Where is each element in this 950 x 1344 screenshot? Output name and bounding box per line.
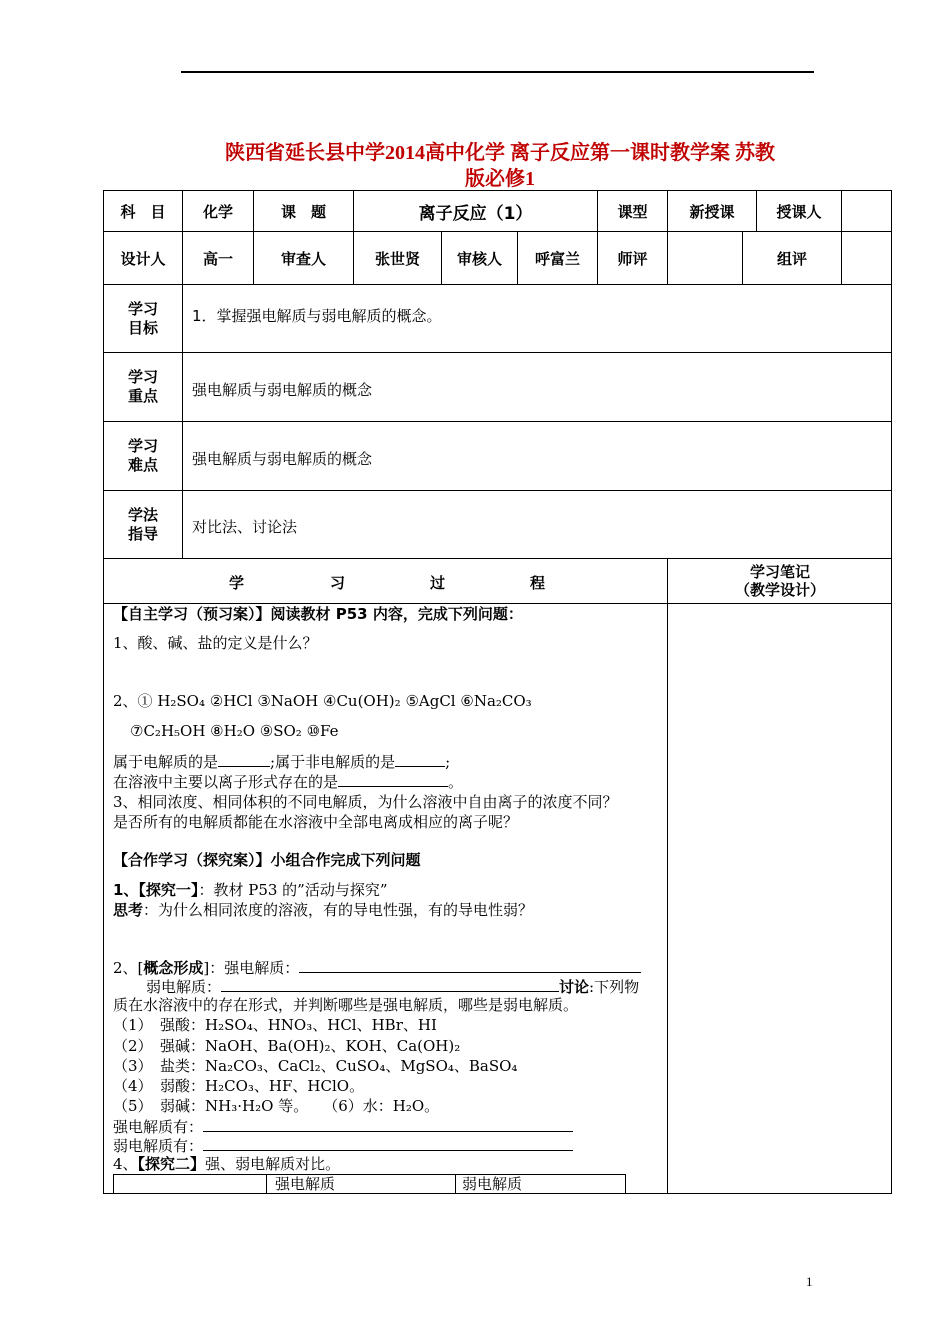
row-divider — [103, 603, 892, 604]
teacher-label: 授课人 — [776, 202, 822, 221]
objective-label — [104, 285, 182, 352]
answer-blank[interactable] — [338, 772, 448, 787]
q2-compounds: ① H₂SO₄ ②HCl ③NaOH ④Cu(OH)₂ ⑤AgCl ⑥Na₂CO₃ — [137, 692, 532, 710]
lesson-type-label: 课型 — [617, 202, 648, 221]
explore-2-text: 强、弱电解质对比。 — [205, 1155, 341, 1173]
row-divider — [103, 558, 892, 559]
discuss-label: 讨论 — [559, 978, 590, 996]
key-point-label — [104, 353, 182, 421]
teacher-eval-value — [668, 232, 742, 284]
method-text: 对比法、讨论法 — [192, 518, 298, 536]
answer-blank[interactable] — [299, 958, 641, 973]
question-2-items — [113, 692, 532, 711]
q2-electrolyte-prompt: 属于电解质的是 — [113, 753, 219, 771]
checker-value: 呼富兰 — [534, 249, 580, 268]
col-divider — [455, 1174, 456, 1194]
header-rule — [181, 71, 814, 73]
teacher-value — [842, 191, 892, 231]
process-header-char: 程 — [530, 574, 546, 592]
teacher-eval-label: 师评 — [617, 249, 648, 268]
col-divider — [667, 558, 668, 1194]
comparison-strong-header: 强电解质 — [275, 1175, 336, 1193]
answer-blank[interactable] — [203, 1117, 573, 1132]
answer-blank[interactable] — [395, 752, 445, 767]
row-divider — [103, 490, 892, 491]
self-study-heading: 【自主学习（预习案）】阅读教材 P53 内容，完成下列问题： — [113, 605, 523, 623]
strong-electrolytes-answer — [113, 1117, 573, 1137]
page-number: 1 — [806, 1274, 813, 1289]
answer-blank[interactable] — [203, 1136, 573, 1151]
reviewer-value: 张世贤 — [374, 249, 420, 268]
question-2-items-2: ⑦C₂H₅OH ⑧H₂O ⑨SO₂ ⑩Fe — [130, 722, 339, 740]
concept-text: ]：强电解质： — [203, 959, 300, 977]
coop-heading: 【合作学习（探究案）】小组合作完成下列问题 — [113, 851, 421, 869]
answer-blank[interactable] — [218, 752, 270, 767]
topic-label: 课 题 — [280, 202, 326, 221]
think-label: 思考 — [113, 901, 144, 919]
row-divider — [103, 284, 892, 285]
label-line: 重点 — [127, 387, 158, 405]
subject-value: 化学 — [202, 202, 233, 221]
concept-strong — [113, 958, 641, 978]
label-line: 难点 — [127, 456, 158, 474]
process-header-char: 学 — [229, 574, 245, 592]
topic-value: 离子反应（1） — [418, 203, 533, 224]
q2-end: 。 — [448, 773, 464, 791]
difficulty-label — [104, 422, 182, 490]
item-weak-acids: （4） 弱酸：H₂CO₃、HF、HClO。 — [113, 1077, 365, 1095]
objective-text: 1．掌握强电解质与弱电解质的概念。 — [192, 307, 442, 325]
q2-nonelectrolyte-prompt: ;属于非电解质的是 — [270, 753, 396, 771]
method-label — [104, 491, 182, 558]
label-line: 学法 — [127, 505, 158, 524]
col-divider — [266, 1174, 267, 1194]
title-line-1: 陕西省延长县中学2014高中化学 离子反应第一课时教学案 苏教 — [225, 142, 775, 164]
strong-have-label: 强电解质有： — [113, 1118, 204, 1136]
explore-1 — [113, 881, 388, 900]
weak-electrolytes-answer — [113, 1136, 573, 1156]
concept-weak — [146, 977, 639, 997]
title-line-2: 版必修1 — [465, 168, 535, 190]
question-1: 1、酸、碱、盐的定义是什么？ — [113, 634, 318, 652]
weak-label: 弱电解质： — [146, 978, 222, 996]
q2-prefix: 2、 — [113, 692, 138, 710]
explore-2-prefix: 4、 — [113, 1155, 138, 1173]
difficulty-text: 强电解质与弱电解质的概念 — [192, 450, 373, 468]
discuss-text: :下列物 — [589, 978, 640, 996]
comparison-weak-header: 弱电解质 — [462, 1175, 523, 1193]
label-line: 指导 — [127, 524, 158, 543]
process-header-char: 过 — [430, 574, 446, 592]
notes-subtitle: （教学设计） — [734, 581, 825, 599]
weak-have-label: 弱电解质有： — [113, 1137, 204, 1155]
item-strong-acids: （1） 强酸：H₂SO₄、HNO₃、HCl、HBr、HI — [113, 1016, 437, 1034]
key-point-text: 强电解质与弱电解质的概念 — [192, 381, 373, 399]
subject-label: 科 目 — [120, 202, 166, 221]
label-line: 学习 — [127, 299, 158, 318]
question-2-electrolytes — [113, 752, 450, 772]
group-eval-value — [842, 232, 892, 284]
explore-1-label: 1、【探究一】 — [113, 881, 199, 899]
process-header-char: 习 — [330, 574, 346, 592]
lesson-type-value: 新授课 — [689, 202, 735, 221]
group-eval-label: 组评 — [776, 249, 807, 268]
designer-value: 高一 — [202, 249, 233, 268]
reviewer-label: 审查人 — [280, 249, 326, 268]
question-3-line-2: 是否所有的电解质都能在水溶液中全部电离成相应的离子呢？ — [113, 813, 519, 831]
label-line: 目标 — [127, 318, 158, 337]
comparison-table — [113, 1174, 626, 1194]
document-title — [150, 140, 850, 192]
checker-label: 审核人 — [456, 249, 502, 268]
notes-title: 学习笔记 — [749, 563, 810, 581]
label-line: 学习 — [127, 368, 158, 386]
row-divider — [103, 421, 892, 422]
notes-header — [668, 563, 892, 599]
question-3-line-1: 3、相同浓度、相同体积的不同电解质，为什么溶液中自由离子的浓度不同？ — [113, 793, 618, 811]
explore-2 — [113, 1155, 340, 1174]
item-strong-bases: （2） 强碱：NaOH、Ba(OH)₂、KOH、Ca(OH)₂ — [113, 1037, 461, 1055]
discuss-line-2: 质在水溶液中的存在形式，并判断哪些是强电解质，哪些是弱电解质。 — [113, 996, 579, 1014]
concept-label: 概念形成 — [143, 959, 204, 977]
think-text: ：为什么相同浓度的溶液，有的导电性强，有的导电性弱？ — [143, 901, 534, 919]
question-2-ions — [113, 772, 463, 792]
q2-ions-prompt: 在溶液中主要以离子形式存在的是 — [113, 773, 339, 791]
designer-label: 设计人 — [120, 249, 166, 268]
item-weak-bases-water: （5） 弱碱：NH₃·H₂O 等。 （6）水：H₂O。 — [113, 1097, 440, 1115]
label-line: 学习 — [127, 437, 158, 455]
concept-prefix: 2、[ — [113, 959, 144, 977]
q2-sep: ; — [445, 753, 451, 771]
row-divider — [103, 352, 892, 353]
explore-2-label: 【探究二】 — [137, 1155, 206, 1173]
think-question — [113, 901, 533, 920]
answer-blank[interactable] — [221, 977, 559, 992]
item-salts: （3） 盐类：Na₂CO₃、CaCl₂、CuSO₄、MgSO₄、BaSO₄ — [113, 1057, 518, 1075]
explore-1-text: ：教材 P53 的”活动与探究” — [198, 881, 388, 899]
